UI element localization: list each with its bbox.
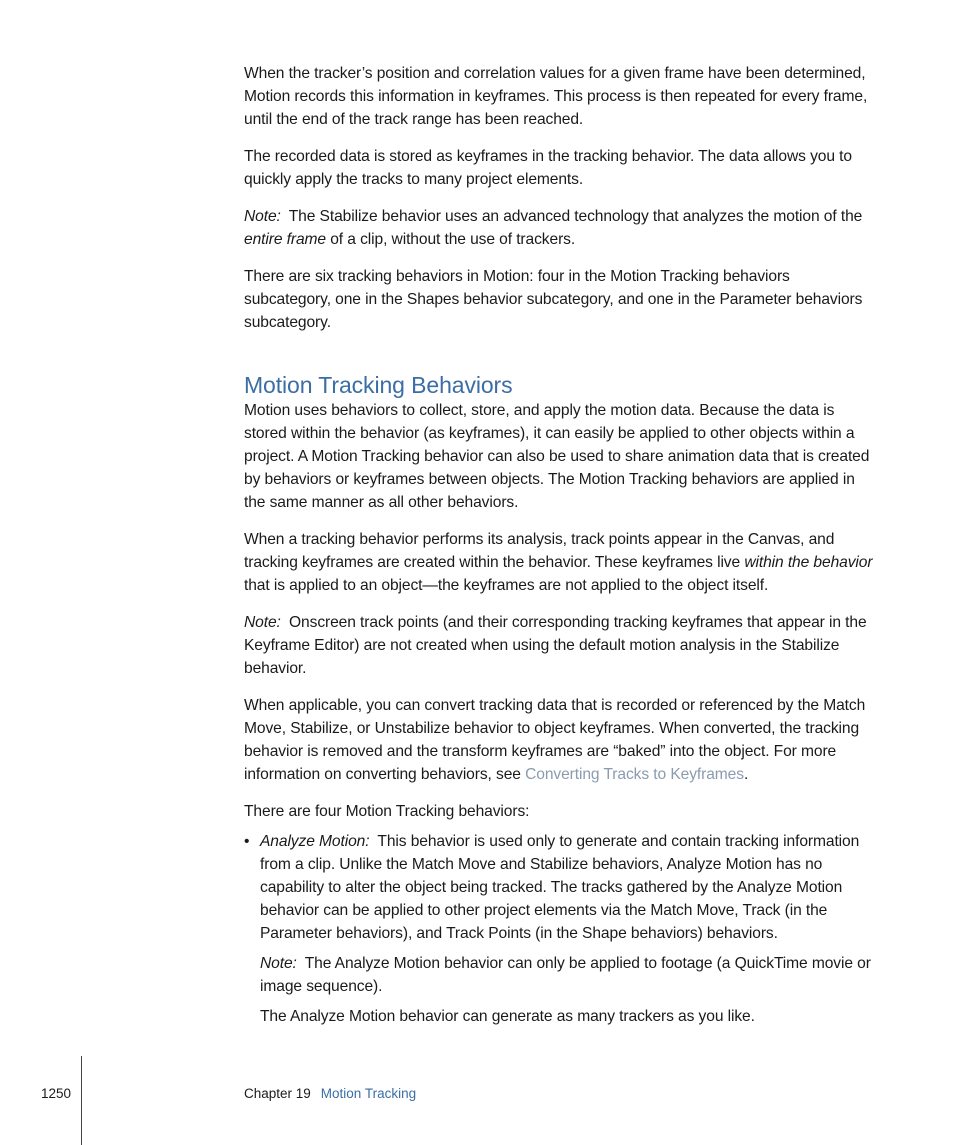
paragraph-convert (244, 694, 876, 786)
paragraph-trackers: The Analyze Motion behavior can generate as many trackers as you like. (260, 1008, 755, 1025)
convert-text-before: When applicable, you can convert tracking data that is recorded or referenced by the Match Move, Stabilize, or Unstabilize behavior to object keyframes. When converted, the tracking behavior is removed and the transform keyframes are “baked” into the object. For more information on converting behaviors, see (244, 697, 866, 783)
paragraph-intro: Motion uses behaviors to collect, store, and apply the motion data. Because the data is stored within the behavior (as keyframes), it can easily be applied to other objects within a project. A Motion Tracking behavior can also be used to share animation data that is created by behaviors or keyframes between objects. The Motion Tracking behaviors are applied in the same manner as all other behaviors. (244, 402, 870, 511)
bullet-mark: • (244, 833, 250, 850)
paragraph-analysis (244, 528, 876, 597)
note-stabilize (244, 205, 876, 251)
note-text: The Analyze Motion behavior can only be applied to footage (a QuickTime movie or image sequence). (260, 955, 871, 995)
analysis-text-after: that is applied to an object—the keyframes are not applied to the object itself. (244, 577, 769, 594)
note-text-before: The Stabilize behavior uses an advanced technology that analyzes the motion of the (288, 208, 863, 225)
convert-text-after: . (743, 766, 749, 783)
note-emphasis: entire frame (244, 231, 326, 248)
note-label: Note: (244, 208, 281, 225)
analysis-text-before: When a tracking behavior performs its analysis, track points appear in the Canvas, and tracking keyframes are created within the behavior. These keyframes live (244, 531, 835, 571)
analysis-emphasis: within the behavior (744, 554, 873, 571)
paragraph-six-behaviors: There are six tracking behaviors in Motion: four in the Motion Tracking behaviors subcategory, one in the Shapes behavior subcategory, and one in the Parameter behaviors subcategory. (244, 268, 863, 331)
note-label: Note: (260, 955, 297, 972)
note-text: Onscreen track points (and their corresponding tracking keyframes that appear in the Keyframe Editor) are not created when using the default motion analysis in the Stabilize behavior. (244, 614, 867, 677)
paragraph-keyframes: When the tracker’s position and correlation values for a given frame have been determined, Motion records this information in keyframes. This process is then repeated for every frame, until the end of the track range has been reached. (244, 65, 868, 128)
page-content (244, 62, 876, 1035)
page-number: 1250 (41, 1086, 72, 1101)
bullet-label: Analyze Motion: (260, 833, 370, 850)
chapter-label: Chapter 19 (244, 1086, 311, 1101)
chapter-title-link[interactable]: Motion Tracking (320, 1086, 417, 1101)
note-onscreen (244, 611, 876, 680)
paragraph-recorded-data: The recorded data is stored as keyframes in the tracking behavior. The data allows you to quickly apply the tracks to many project elements. (244, 148, 852, 188)
footer-divider (81, 1056, 82, 1145)
bullet-text: This behavior is used only to generate and contain tracking information from a clip. Unlike the Match Move and Stabilize behaviors, Analyze Motion has no capability to alter the object being tracked. The tracks gathered by the Analyze Motion behavior can be applied to other project elements via the Match Move, Track (in the Parameter behaviors), and Track Points (in the Shape behaviors) behaviors. (260, 833, 860, 942)
note-label: Note: (244, 614, 281, 631)
footer-chapter (244, 1086, 416, 1101)
note-analyze-footage (244, 952, 876, 998)
section-heading: Motion Tracking Behaviors (244, 372, 513, 398)
behavior-list (244, 830, 876, 945)
converting-tracks-link[interactable]: Converting Tracks to Keyframes (525, 766, 744, 783)
note-text-after: of a clip, without the use of trackers. (326, 231, 576, 248)
list-item (244, 830, 876, 945)
paragraph-four-behaviors: There are four Motion Tracking behaviors: (244, 803, 530, 820)
